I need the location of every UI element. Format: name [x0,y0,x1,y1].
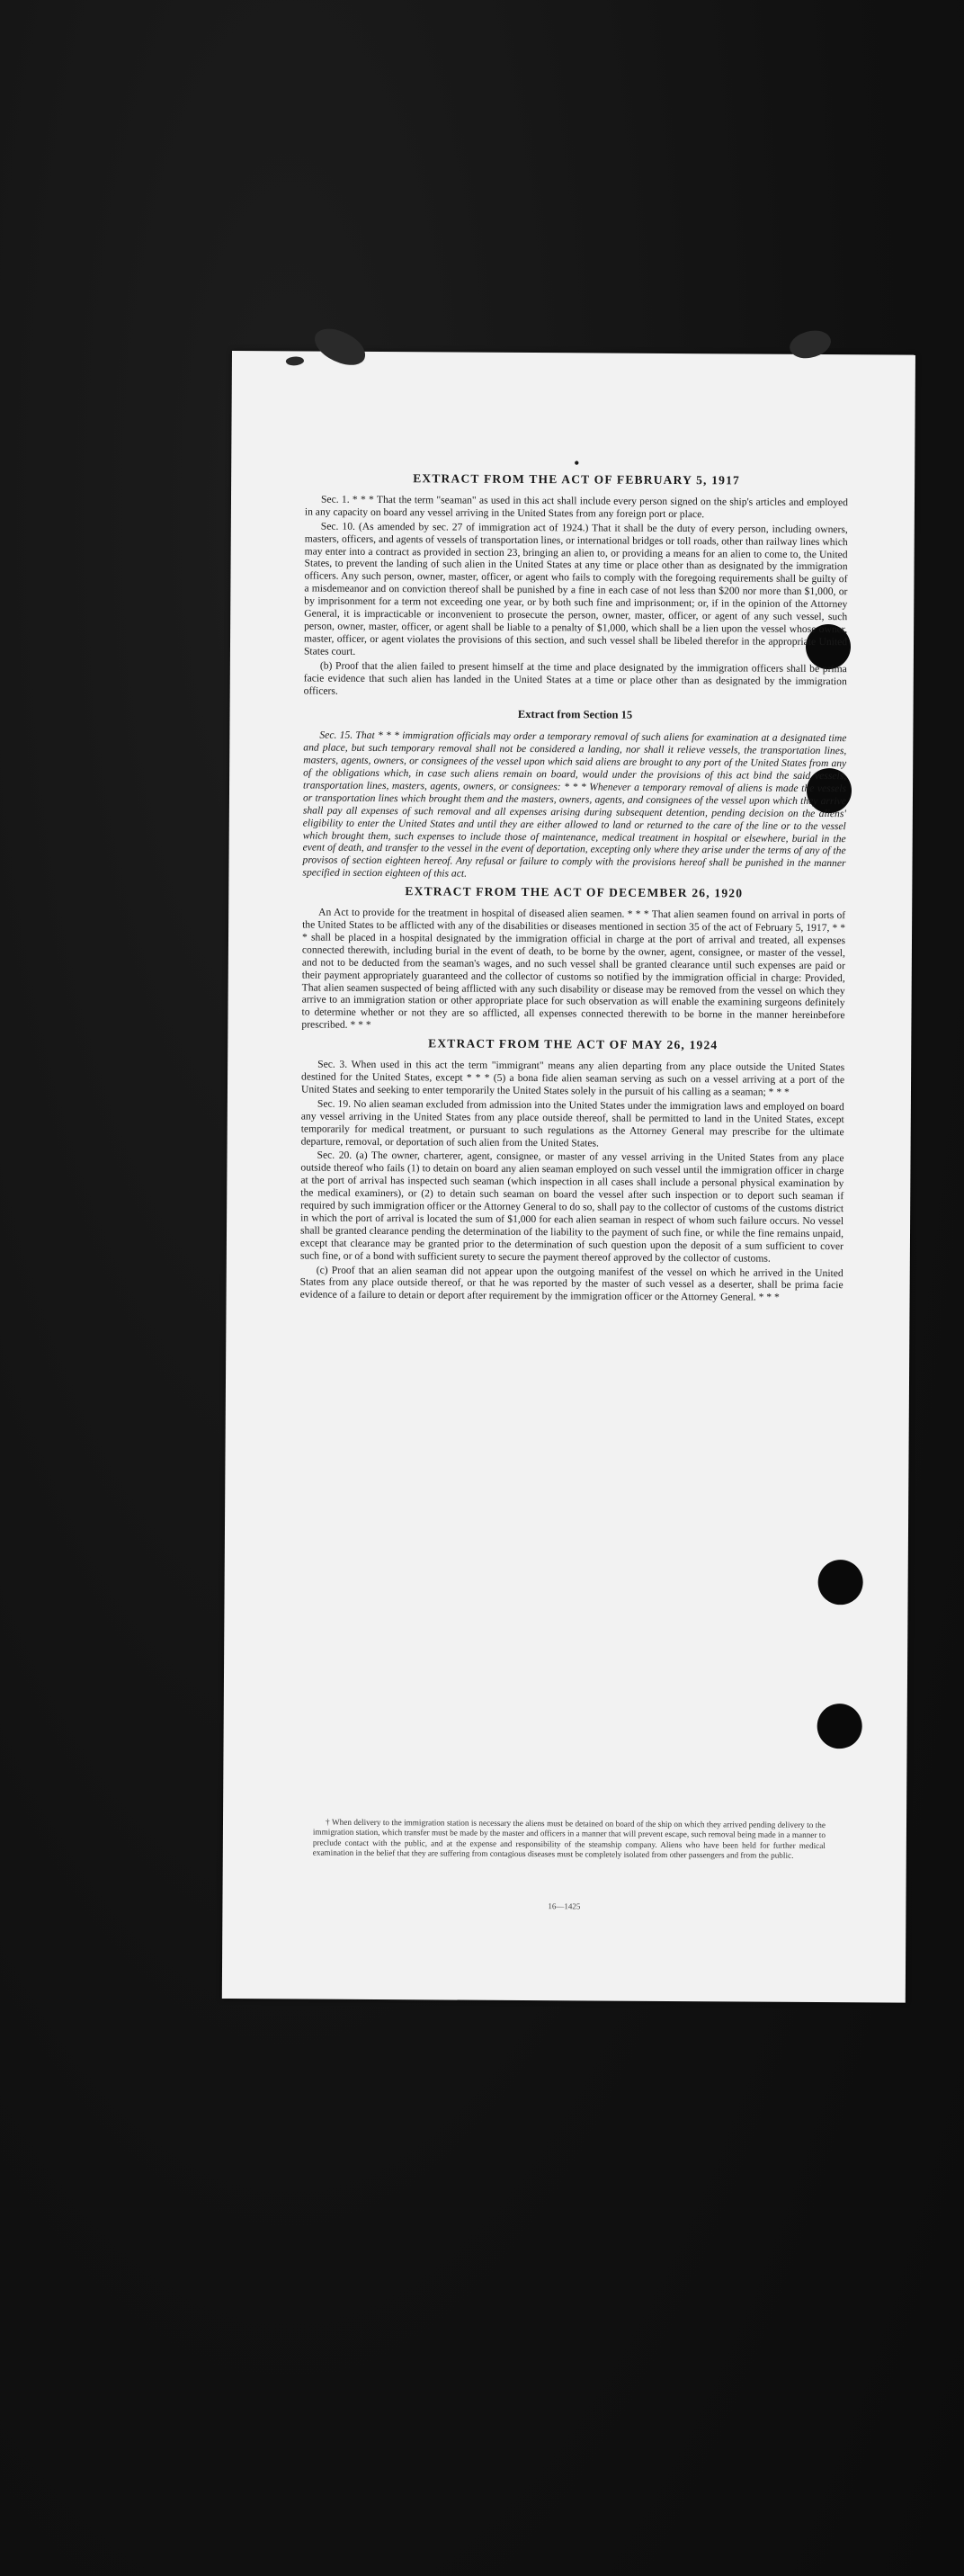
punch-hole [817,1704,862,1749]
paragraph-section-15: Sec. 15. That * * * immigration officials may order a temporary removal of such aliens for examination at a designated time and place, but such temporary removal shall not be considered a landing, nor shall it relieve vessels, the transportation lines, masters, agents, owners, or consignees of the vessel upon which said aliens are brought to any port of the United States from any of the obligations which, in case such aliens remain on board, would under the provisions of this act bind the said vessels, transportation lines, masters, agents, owners, or consignees: * * * Whenever a temporary removal of aliens is made the vessels or transportation lines which brought them and the masters, owners, agents, and consignees of the vessel upon which they arrive shall pay all expenses of such removal and all expenses arising during subsequent detention, pending decision on the aliens' eligibility to enter the United States and until they are either allowed to land or returned to the care of the line or to the vessel which brought them, such expenses to include those of maintenance, medical treatment in hospital or elsewhere, burial in the event of death, and transfer to the vessel in the event of deportation, excepting only where they arise under the terms of any of the provisos of section eighteen hereof. Any refusal or failure to comply with the provisions hereof shall be punished in the manner specified in section eighteen of this act. [302,729,847,880]
document-body [300,457,849,1306]
paragraph-1917-sec10: Sec. 10. (As amended by sec. 27 of immigration act of 1924.) That it shall be the duty of every person, including owners, masters, officers, and agents of vessels of transportation lines, or international bridges or toll roads, other than railway lines which may enter into a contract as provided in section 23, bringing an alien to, or providing a means for an alien to come to, the United States, to prevent the landing of such alien in the United States at any time or place other than as designated by the immigration officers. Any such person, owner, master, officer, or agent who fails to comply with the foregoing requirements shall be guilty of a misdemeanor and on conviction thereof shall be punished by a fine in each case of not less than $200 nor more than $1,000, or by imprisonment for a term not exceeding one year, or by both such fine and imprisonment; or, if in the opinion of the Attorney General, it is impracticable or inconvenient to prosecute the person, owner, master, officer, or agent of any such vessel, such person, owner, master, officer, or agent shall be liable to a penalty of $1,000, which shall be a lien upon the vessel whose owner, master, officer, or agent violates the provisions of this section, and such vessel shall be libeled therefor in the appropriate United States court. [303,520,848,657]
paragraph-1924-sec3: Sec. 3. When used in this act the term "immigrant" means any alien departing from any place outside the United States destined for the United States, except * * * (5) a bona fide alien seaman serving as such on a vessel arriving at a port of the United States and seeking to enter temporarily the United States solely in the pursuit of his calling as a seaman; * * * [300,1058,845,1098]
punch-hole [817,1560,862,1605]
footnote: † When delivery to the immigration station is necessary the aliens must be detained on board of the ship on which they arrived pending delivery to the immigration station, which transfer must be made by the master and officers in a manner that will prevent escape, such removal being made in a manner to preclude contact with the public, and at the expense and responsibility of the steamship company. Aliens who have been held for further medical examination in the belief that they are suffering from contagious diseases must be completely isolated from other passengers and from the public. [312,1817,826,1861]
bullet-mark: ● [574,458,580,469]
heading-act-1924: EXTRACT FROM THE ACT OF MAY 26, 1924 [428,1036,719,1052]
print-code: 16—1425 [548,1901,581,1911]
paragraph-1924-sec20: Sec. 20. (a) The owner, charterer, agent, consignee, or master of any vessel arriving in the United States from any place outside thereof who fails (1) to detain on board any alien seaman employed on such vessel until the immigration officer in charge at the port of arrival has inspected such seaman (which inspection in all cases shall include a personal physical examination by the medical examiners), or (2) to detain such seaman on board the vessel after such inspection or to deport such seaman if required by such immigration officer or the Attorney General to do so, shall pay to the collector of customs of the customs district in which the port of arrival is located the sum of $1,000 for each alien seaman in respect of whom such failure occurs. No vessel shall be granted clearance pending the determination of the liability to the payment of such fine, or while the fine remains unpaid, except that clearance may be granted prior to the determination of such question upon the deposit of a sum sufficient to cover such fine, or of a bond with sufficient surety to secure the payment thereof approved by the collector of customs. [299,1149,844,1265]
paragraph-1924-sec19: Sec. 19. No alien seaman excluded from admission into the United States under the immigration laws and employed on board any vessel arriving in the United States from any place outside thereof, shall be permitted to land in the United States, except temporarily for medical treatment, or pursuant to such regulations as the Attorney General may prescribe for the ultimate departure, removal, or deportation of such alien from the United States. [300,1097,844,1149]
heading-act-1917: EXTRACT FROM THE ACT OF FEBRUARY 5, 1917 [413,471,741,487]
heading-act-1920: EXTRACT FROM THE ACT OF DECEMBER 26, 1920 [405,884,744,900]
paragraph-1920: An Act to provide for the treatment in hospital of diseased alien seamen. * * * That alien seamen found on arrival in ports of the United States to be afflicted with any of the disabilities or diseases mentioned in section 35 of the act of February 5, 1917, * * * shall be placed in a hospital designated by the immigration official in charge at the port of arrival and treated, all expenses connected therewith, including burial in the event of death, to be borne by the owner, agent, consignee, or master of the vessel, and not to be deducted from the seaman's wages, and no such vessel shall be granted clearance until such expenses are paid or their payment appropriately guaranteed and the collector of customs so notified by the immigration official in charge: Provided, That alien seamen suspected of being afflicted with any such disability or disease may be removed from the vessel on which they arrive to an immigration station or other appropriate place for such observation as will enable the examining surgeons definitely to determine whether or not they are so afflicted, all expenses connected therewith to be borne in the manner hereinbefore prescribed. * * * [301,906,846,1032]
paper-clip-mark [285,355,304,367]
paragraph-1924-proof: (c) Proof that an alien seaman did not appear upon the outgoing manifest of the vessel on which he arrived in the United States from any place outside thereof, or that he was reported by the master of such vessel as a deserter, shall be prima facie evidence of a failure to detain or deport after requirement by the immigration officer or the Attorney General. * * * [299,1264,844,1304]
subheading-section-15: Extract from Section 15 [517,708,633,722]
paragraph-1917-sec1: Sec. 1. * * * That the term "seaman" as used in this act shall include every person signed on the ship's articles and employed in any capacity on board any vessel arriving in the United States from any foreign port or place. [304,493,849,521]
document-page [222,351,915,2003]
paragraph-1917-proof: (b) Proof that the alien failed to present himself at the time and place designated by the immigration officers shall be prima facie evidence that such alien has landed in the United States at a time or place other than as designated by the immigration officers. [303,659,847,697]
